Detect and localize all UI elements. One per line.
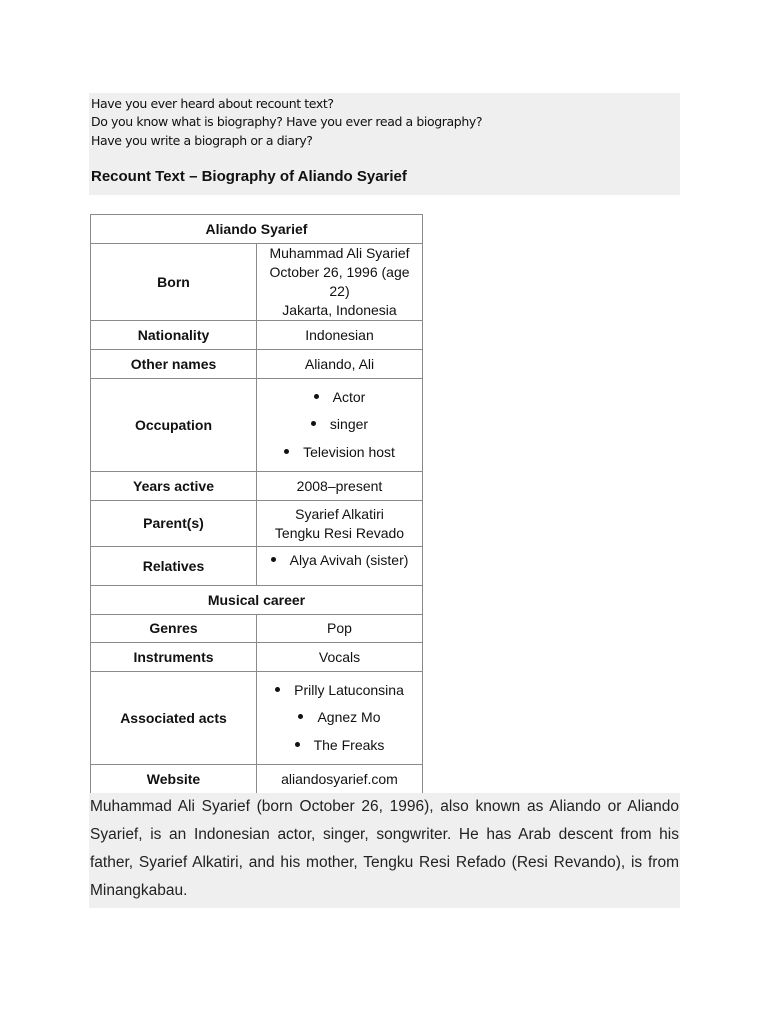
table-row bbox=[91, 615, 423, 643]
intro-question-1: Have you ever heard about recount text? bbox=[91, 96, 334, 111]
parents-value bbox=[257, 501, 423, 547]
bullet-icon bbox=[298, 714, 303, 719]
relatives-list bbox=[257, 547, 423, 586]
list-item: Agnez Mo bbox=[261, 704, 418, 732]
list-item: The Freaks bbox=[261, 732, 418, 760]
website-value: aliandosyarief.com bbox=[257, 765, 423, 794]
list-item: Television host bbox=[261, 439, 418, 467]
genres-label: Genres bbox=[91, 615, 257, 643]
other-names-value: Aliando, Ali bbox=[257, 350, 423, 379]
table-row bbox=[91, 501, 423, 547]
years-active-label: Years active bbox=[91, 472, 257, 501]
website-label: Website bbox=[91, 765, 257, 794]
parent-father: Syarief Alkatiri bbox=[295, 505, 384, 522]
instruments-value: Vocals bbox=[257, 643, 423, 672]
associated-acts-list bbox=[257, 672, 423, 765]
bullet-icon bbox=[295, 742, 300, 747]
parents-label: Parent(s) bbox=[91, 501, 257, 547]
occupation-list bbox=[257, 379, 423, 472]
bullet-icon bbox=[284, 449, 289, 454]
list-item: Actor bbox=[261, 384, 418, 412]
born-date: October 26, 1996 (age 22) bbox=[269, 264, 410, 299]
bullet-icon bbox=[314, 394, 319, 399]
table-row bbox=[91, 643, 423, 672]
infobox-table bbox=[90, 214, 423, 794]
table-row bbox=[91, 244, 423, 321]
table-row bbox=[91, 472, 423, 501]
bullet-icon bbox=[275, 687, 280, 692]
bullet-icon bbox=[271, 557, 276, 562]
parent-mother: Tengku Resi Revado bbox=[274, 524, 405, 541]
table-row bbox=[91, 321, 423, 350]
biography-paragraph-box bbox=[89, 793, 680, 908]
years-active-value: 2008–present bbox=[257, 472, 423, 501]
table-row bbox=[91, 350, 423, 379]
other-names-label: Other names bbox=[91, 350, 257, 379]
born-place: Jakarta, Indonesia bbox=[282, 302, 397, 318]
born-label: Born bbox=[91, 244, 257, 321]
musical-career-row bbox=[91, 586, 423, 615]
table-row bbox=[91, 672, 423, 765]
table-row bbox=[91, 765, 423, 794]
associated-acts-label: Associated acts bbox=[91, 672, 257, 765]
musical-career-heading: Musical career bbox=[91, 586, 423, 615]
instruments-label: Instruments bbox=[91, 643, 257, 672]
table-row bbox=[91, 547, 423, 586]
genres-value: Pop bbox=[257, 615, 423, 643]
bullet-icon bbox=[311, 421, 316, 426]
list-item: Alya Avivah (sister) bbox=[261, 547, 418, 575]
born-name: Muhammad Ali Syarief bbox=[269, 245, 410, 261]
nationality-label: Nationality bbox=[91, 321, 257, 350]
table-row bbox=[91, 379, 423, 472]
biography-paragraph: Muhammad Ali Syarief (born October 26, 1996), also known as Aliando or Aliando Syarief, is an Indonesian actor, singer, songwriter. He has Arab descent from his father, Syarief Alkatiri, and his mother, Tengku Resi Refado (Resi Revando), is from Minangkabau. bbox=[90, 798, 679, 899]
nationality-value: Indonesian bbox=[257, 321, 423, 350]
list-item: singer bbox=[261, 411, 418, 439]
born-value bbox=[257, 244, 423, 321]
relatives-label: Relatives bbox=[91, 547, 257, 586]
page-title: Recount Text – Biography of Aliando Syarief bbox=[91, 168, 407, 185]
list-item: Prilly Latuconsina bbox=[261, 677, 418, 705]
intro-question-3: Have you write a biograph or a diary? bbox=[91, 133, 313, 148]
intro-question-2: Do you know what is biography? Have you ever read a biography? bbox=[91, 114, 483, 129]
intro-box bbox=[89, 93, 680, 195]
infobox-heading-row bbox=[91, 215, 423, 244]
occupation-label: Occupation bbox=[91, 379, 257, 472]
infobox-heading: Aliando Syarief bbox=[91, 215, 423, 244]
